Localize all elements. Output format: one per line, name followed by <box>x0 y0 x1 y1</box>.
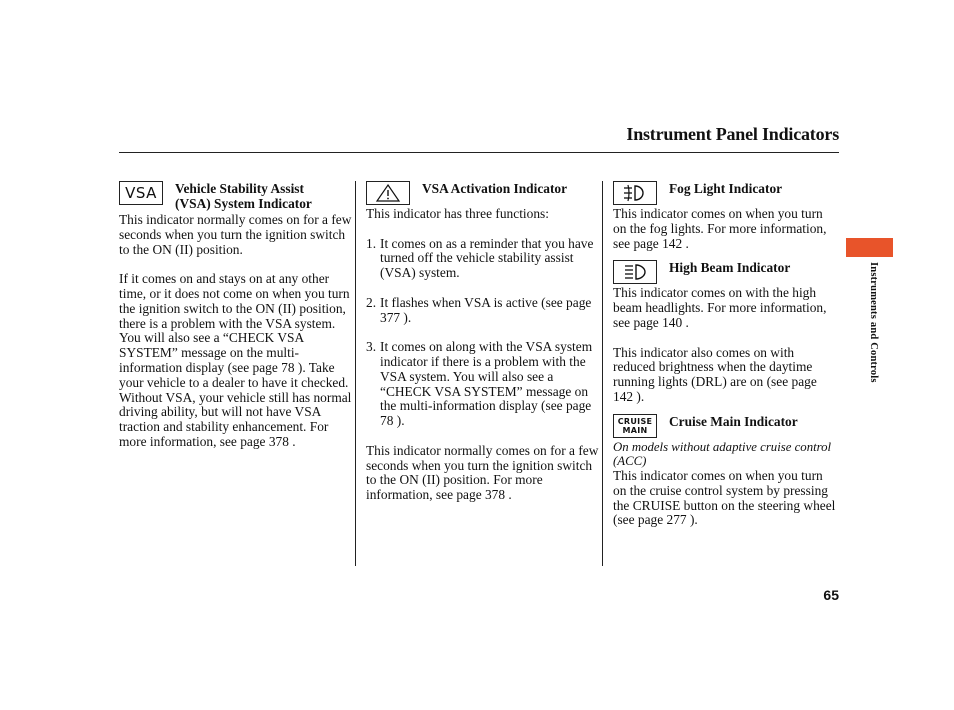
high-beam-text2: This indicator also comes on with reduced brightness when the daytime running lights (DRL) are on (see page 142 ). <box>613 344 817 404</box>
cruise-main-heading: Cruise Main Indicator <box>669 413 798 429</box>
fog-light-heading: Fog Light Indicator <box>669 181 783 196</box>
cruise-main-note: On models without adaptive cruise control (ACC) <box>613 439 832 469</box>
high-beam-text1: This indicator comes on with the high beam headlights. For more information, see page 140 . <box>613 285 827 330</box>
vsa-system-para1: This indicator normally comes on for a few seconds when you turn the ignition switch to the ON (II) position. <box>119 212 352 257</box>
cruise-main-icon: CRUISE MAIN <box>613 414 657 438</box>
high-beam-header <box>613 259 839 284</box>
fog-light-text: This indicator comes on when you turn on the fog lights. For more information, see page 142 . <box>613 206 827 251</box>
list-item: 3. It comes on along with the VSA system indicator if there is a problem with the VSA system. You will also see a “CHECK VSA SYSTEM” message on the multi-information display (see page 78 ). <box>366 339 593 429</box>
vsa-system-heading: Vehicle Stability Assist (VSA) System Indicator <box>175 181 312 211</box>
cruise-main-header <box>613 413 839 438</box>
fog-light-header <box>613 180 839 205</box>
high-beam-heading: High Beam Indicator <box>669 260 791 276</box>
section-tab <box>846 238 893 257</box>
high-beam-icon <box>613 260 657 284</box>
vsa-system-para2: If it comes on and stays on at any other time, or it does not come on when you turn the ignition switch to the ON (II) position, there is a problem with the VSA system. You will also see a “CHECK VSA SYSTEM” message on the multi-information display (see page 78 ). Take your vehicle to a dealer to have it checked. Without VSA, your vehicle still has normal driving ability, but will not have VSA traction and stability enhancement. For more information, see page 378 . <box>119 271 352 449</box>
page-number: 65 <box>823 587 839 603</box>
column-divider-1 <box>355 181 356 566</box>
vsa-system-header <box>119 180 353 211</box>
column-vsa-system <box>119 180 353 450</box>
vsa-activation-header <box>366 180 600 205</box>
vsa-activation-closing: This indicator normally comes on for a few seconds when you turn the ignition switch to the ON (II) position. For more information, see page 378 . <box>366 442 599 503</box>
column-vsa-activation <box>366 180 600 503</box>
cruise-main-text: This indicator comes on when you turn on the cruise control system by pressing the CRUISE button on the steering wheel (see page 277 ). <box>613 467 836 528</box>
fog-light-icon <box>613 181 657 205</box>
column-lights-cruise <box>613 180 839 528</box>
section-tab-label: Instruments and Controls <box>868 262 879 383</box>
warning-triangle-icon <box>366 181 410 205</box>
column-divider-2 <box>602 181 603 566</box>
list-item: 2. It flashes when VSA is active (see page 377 ). <box>366 294 592 325</box>
vsa-activation-intro: This indicator has three functions: <box>366 206 549 221</box>
vsa-icon: VSA <box>119 181 163 205</box>
title-rule <box>119 152 839 153</box>
list-item: 1. It comes on as a reminder that you have turned off the vehicle stability assist (VSA) system. <box>366 235 594 281</box>
vsa-activation-heading: VSA Activation Indicator <box>422 181 568 196</box>
page-title: Instrument Panel Indicators <box>626 124 839 144</box>
